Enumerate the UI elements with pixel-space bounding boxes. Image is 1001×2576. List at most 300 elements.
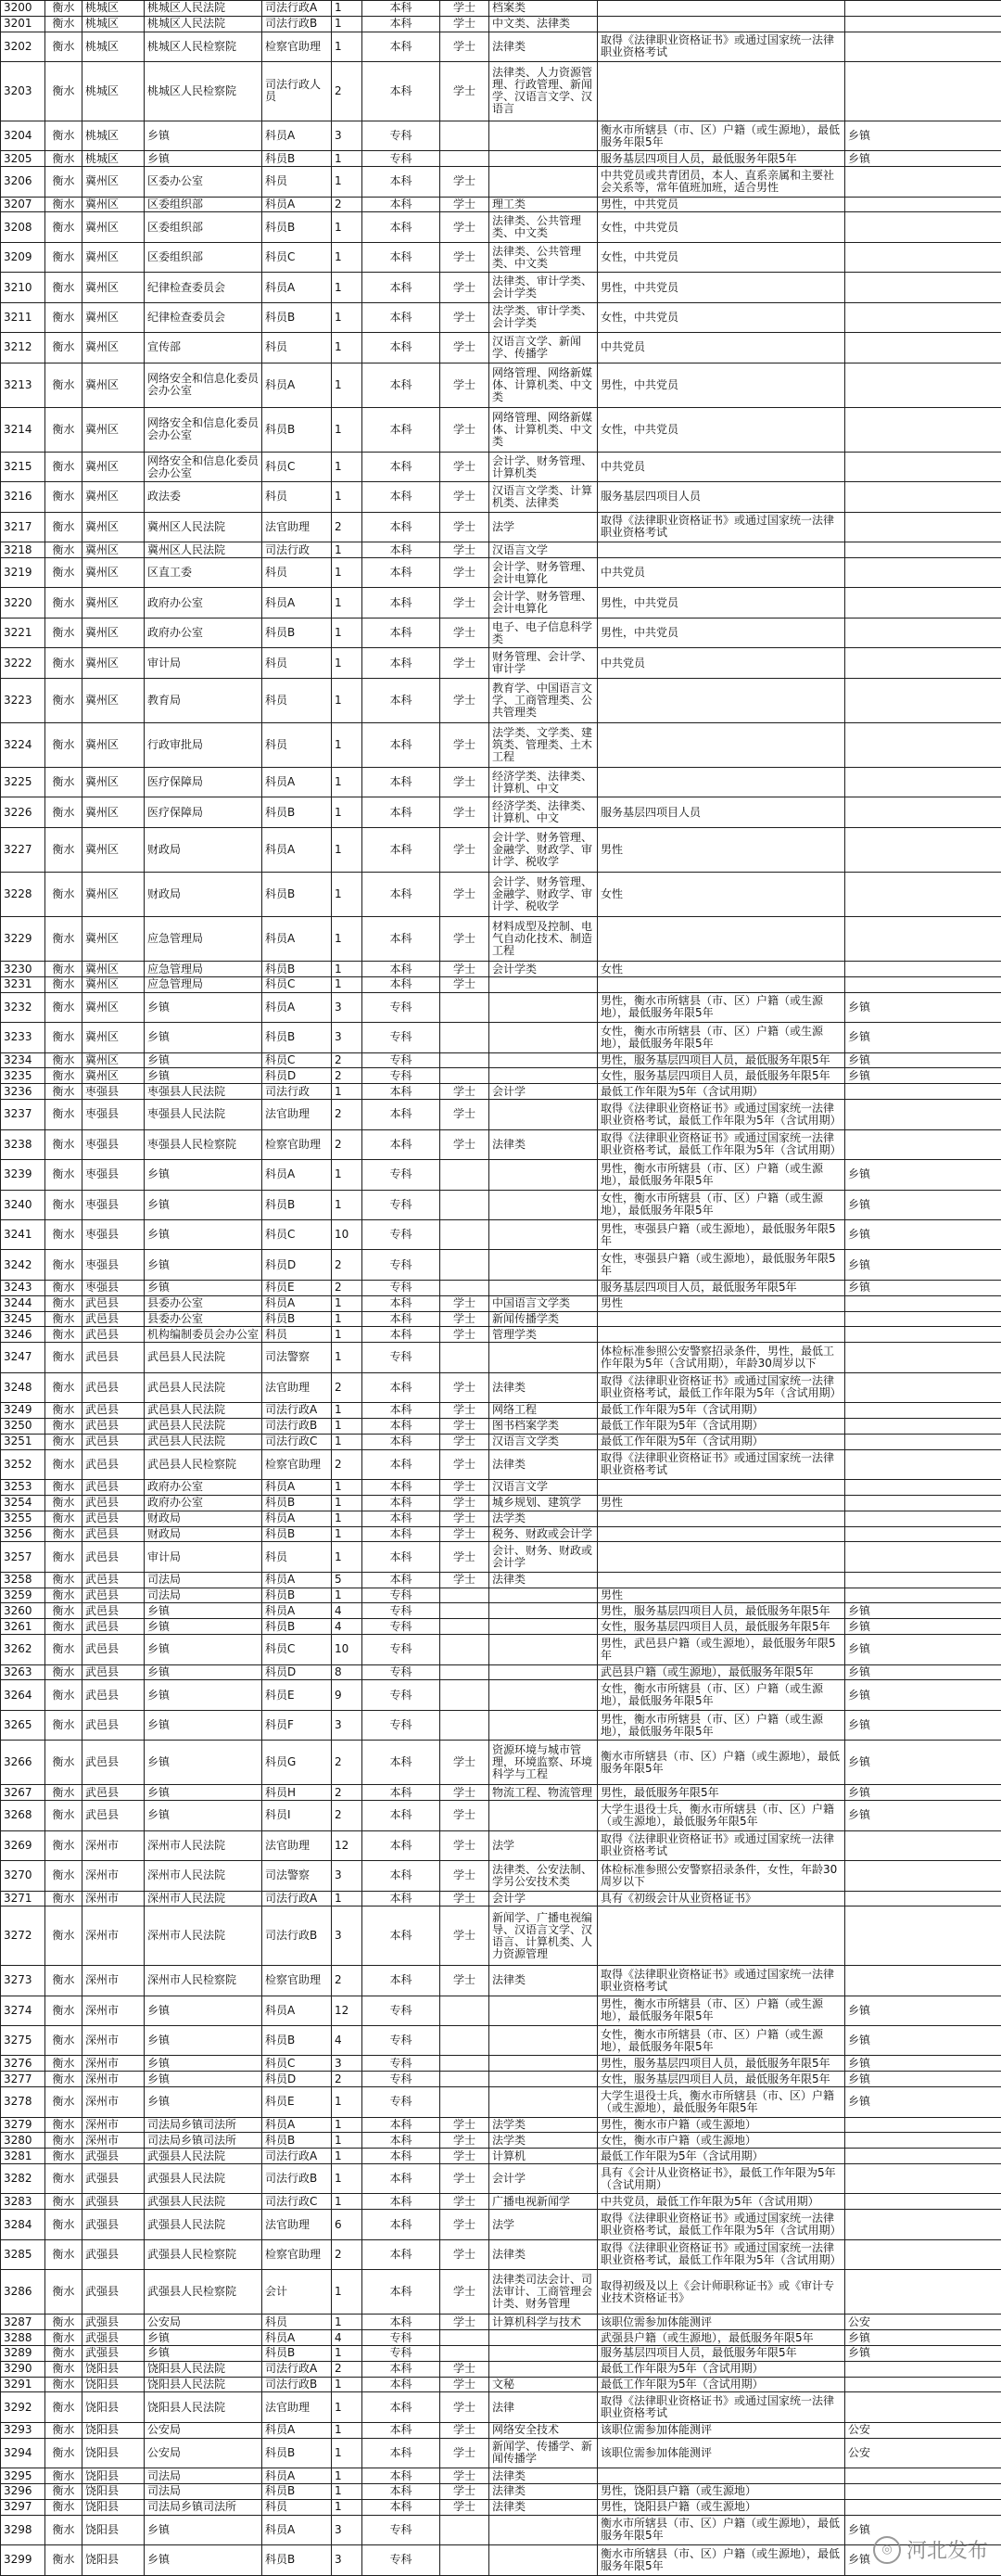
- cell-degree: [440, 1619, 489, 1635]
- cell-remark: [845, 16, 1001, 32]
- cell-department: 政府办公室: [145, 618, 262, 647]
- cell-position-code: 3228: [1, 872, 45, 916]
- cell-headcount: 6: [332, 2210, 362, 2239]
- cell-other-requirements: 男性: [598, 1295, 845, 1311]
- cell-other-requirements: 男性，武邑县户籍（或生源地），最低服务年限5年: [598, 1635, 845, 1664]
- cell-headcount: 2: [332, 1250, 362, 1280]
- cell-department: 区委办公室: [145, 167, 262, 197]
- cell-city: 衡水: [45, 2164, 82, 2194]
- cell-remark: [845, 1418, 1001, 1434]
- cell-position-name: 科员: [262, 333, 332, 363]
- cell-remark: [845, 872, 1001, 916]
- cell-department: 乡镇: [145, 2072, 262, 2087]
- cell-position-name: 科员D: [262, 2072, 332, 2087]
- cell-major: 物流工程、物流管理: [489, 1785, 598, 1801]
- cell-education: 专科: [362, 2345, 440, 2361]
- cell-degree: 学士: [440, 512, 489, 542]
- cell-major: [489, 2345, 598, 2361]
- cell-major: 法学: [489, 2210, 598, 2239]
- cell-other-requirements: 衡水市所辖县（市、区）户籍（或生源地），最低服务年限5年: [598, 121, 845, 150]
- cell-degree: [440, 2072, 489, 2087]
- cell-district: 饶阳县: [82, 2438, 145, 2468]
- cell-remark: [845, 2210, 1001, 2239]
- cell-city: 衡水: [45, 1084, 82, 1100]
- cell-major: 会计学: [489, 1891, 598, 1906]
- cell-position-code: 3227: [1, 827, 45, 872]
- cell-district: 武邑县: [82, 1311, 145, 1327]
- cell-position-code: 3237: [1, 1100, 45, 1129]
- table-row: [1, 452, 1001, 481]
- cell-position-code: 3250: [1, 1418, 45, 1434]
- cell-city: 衡水: [45, 1861, 82, 1891]
- cell-major: [489, 1190, 598, 1219]
- cell-department: 公安局: [145, 2438, 262, 2468]
- cell-department: 武邑县人民法院: [145, 1372, 262, 1402]
- cell-headcount: 1: [332, 363, 362, 407]
- cell-department: 饶阳县人民法院: [145, 2361, 262, 2377]
- cell-department: 枣强县人民法院: [145, 1100, 262, 1129]
- cell-degree: 学士: [440, 302, 489, 332]
- cell-remark: [845, 976, 1001, 992]
- cell-other-requirements: 女性，服务基层四项目人员，最低服务年限5年: [598, 1619, 845, 1635]
- cell-other-requirements: 最低工作年限为5年（含试用期）: [598, 1084, 845, 1100]
- cell-position-code: 3246: [1, 1327, 45, 1343]
- cell-remark: [845, 2468, 1001, 2484]
- cell-position-code: 3264: [1, 1680, 45, 1710]
- cell-major: 法律类、公共管理类、中文类: [489, 242, 598, 272]
- cell-headcount: 1: [332, 1588, 362, 1603]
- cell-remark: 乡镇: [845, 2545, 1001, 2575]
- cell-major: 法学: [489, 1830, 598, 1860]
- cell-city: 衡水: [45, 2194, 82, 2210]
- cell-degree: 学士: [440, 722, 489, 767]
- table-row: [1, 1219, 1001, 1249]
- cell-headcount: 1: [332, 1495, 362, 1511]
- cell-education: 专科: [362, 1343, 440, 1372]
- cell-position-code: 3297: [1, 2499, 45, 2515]
- table-row: [1, 212, 1001, 242]
- cell-major: 计算机科学与技术: [489, 2315, 598, 2330]
- cell-remark: [845, 512, 1001, 542]
- cell-headcount: 2: [332, 1449, 362, 1479]
- cell-district: 深州市: [82, 2025, 145, 2055]
- cell-other-requirements: 取得《法律职业资格证书》或通过国家统一法律职业资格考试，最低工作年限为5年（含试用期）: [598, 1100, 845, 1129]
- cell-major: 会计学: [489, 2164, 598, 2194]
- cell-department: 乡镇: [145, 121, 262, 150]
- table-row: [1, 1603, 1001, 1619]
- cell-department: 公安局: [145, 2422, 262, 2438]
- cell-position-code: 3272: [1, 1906, 45, 1966]
- cell-department: 武强县人民法院: [145, 2210, 262, 2239]
- cell-other-requirements: 女性，衡水市所辖县（市、区）户籍（或生源地），最低服务年限5年: [598, 1680, 845, 1710]
- cell-headcount: 1: [332, 32, 362, 61]
- cell-city: 衡水: [45, 32, 82, 61]
- cell-education: 专科: [362, 1023, 440, 1052]
- cell-other-requirements: 男性，服务基层四项目人员，最低服务年限5年: [598, 1052, 845, 1068]
- cell-position-code: 3279: [1, 2117, 45, 2133]
- cell-position-name: 科员: [262, 722, 332, 767]
- cell-degree: 学士: [440, 872, 489, 916]
- cell-degree: 学士: [440, 542, 489, 558]
- cell-position-code: 3208: [1, 212, 45, 242]
- cell-position-name: 司法行政A: [262, 2149, 332, 2164]
- cell-city: 衡水: [45, 1250, 82, 1280]
- cell-city: 衡水: [45, 2545, 82, 2575]
- cell-other-requirements: 男性，服务基层四项目人员，最低服务年限5年: [598, 2056, 845, 2072]
- cell-city: 衡水: [45, 678, 82, 722]
- cell-major: [489, 2025, 598, 2055]
- cell-city: 衡水: [45, 557, 82, 587]
- cell-degree: 学士: [440, 16, 489, 32]
- cell-headcount: 12: [332, 1996, 362, 2025]
- cell-position-code: 3242: [1, 1250, 45, 1280]
- cell-department: 区委组织部: [145, 242, 262, 272]
- cell-degree: [440, 1052, 489, 1068]
- cell-city: 衡水: [45, 2239, 82, 2269]
- cell-city: 衡水: [45, 452, 82, 481]
- cell-position-name: 科员B: [262, 872, 332, 916]
- cell-position-code: 3285: [1, 2239, 45, 2269]
- cell-city: 衡水: [45, 1129, 82, 1159]
- cell-position-name: 司法行政: [262, 542, 332, 558]
- cell-city: 衡水: [45, 1635, 82, 1664]
- cell-department: 武强县人民检察院: [145, 2239, 262, 2269]
- cell-major: [489, 2072, 598, 2087]
- cell-district: 深州市: [82, 1830, 145, 1860]
- cell-position-name: 会计: [262, 2270, 332, 2315]
- cell-department: 网络安全和信息化委员会办公室: [145, 363, 262, 407]
- cell-remark: [845, 1129, 1001, 1159]
- table-row: [1, 1680, 1001, 1710]
- cell-degree: 学士: [440, 2392, 489, 2422]
- cell-other-requirements: 体检标准参照公安警察招录条件，女性，年龄30周岁以下: [598, 1861, 845, 1891]
- cell-district: 冀州区: [82, 1068, 145, 1084]
- cell-position-code: 3239: [1, 1160, 45, 1190]
- cell-other-requirements: 最低工作年限为5年（含试用期）: [598, 1418, 845, 1434]
- cell-position-name: 科员: [262, 482, 332, 512]
- table-row: [1, 1741, 1001, 1785]
- cell-position-name: 科员C: [262, 452, 332, 481]
- cell-position-code: 3255: [1, 1511, 45, 1526]
- cell-position-name: 科员B: [262, 1023, 332, 1052]
- cell-position-code: 3283: [1, 2194, 45, 2210]
- cell-other-requirements: 女性，中共党员: [598, 242, 845, 272]
- cell-major: [489, 1603, 598, 1619]
- cell-district: 饶阳县: [82, 2422, 145, 2438]
- cell-position-code: 3214: [1, 407, 45, 452]
- table-row: [1, 2210, 1001, 2239]
- cell-city: 衡水: [45, 992, 82, 1022]
- cell-district: 桃城区: [82, 151, 145, 167]
- cell-city: 衡水: [45, 1449, 82, 1479]
- cell-position-name: 科员A: [262, 2330, 332, 2346]
- cell-city: 衡水: [45, 212, 82, 242]
- cell-city: 衡水: [45, 618, 82, 647]
- cell-major: 法律类: [489, 32, 598, 61]
- cell-position-name: 科员: [262, 2499, 332, 2515]
- cell-department: 深州市人民法院: [145, 1830, 262, 1860]
- cell-position-name: 科员C: [262, 242, 332, 272]
- cell-position-name: 司法行政A: [262, 1, 332, 17]
- cell-position-code: 3231: [1, 976, 45, 992]
- cell-department: 武强县人民法院: [145, 2194, 262, 2210]
- cell-remark: [845, 273, 1001, 302]
- cell-education: 本科: [362, 1311, 440, 1327]
- cell-position-code: 3282: [1, 2164, 45, 2194]
- cell-headcount: 2: [332, 1052, 362, 1068]
- cell-city: 衡水: [45, 2117, 82, 2133]
- cell-position-name: 科员B: [262, 618, 332, 647]
- table-row: [1, 1434, 1001, 1449]
- cell-headcount: 1: [332, 827, 362, 872]
- table-row: [1, 2270, 1001, 2315]
- cell-degree: [440, 2515, 489, 2544]
- cell-major: [489, 2361, 598, 2377]
- cell-position-code: 3269: [1, 1830, 45, 1860]
- cell-major: 会计学、财务管理、金融学、财政学、审计学、税收学: [489, 872, 598, 916]
- cell-position-code: 3299: [1, 2545, 45, 2575]
- cell-headcount: 4: [332, 1619, 362, 1635]
- cell-district: 冀州区: [82, 678, 145, 722]
- cell-department: 乡镇: [145, 1801, 262, 1830]
- cell-district: 桃城区: [82, 1, 145, 17]
- cell-remark: [845, 588, 1001, 618]
- cell-headcount: 1: [332, 648, 362, 678]
- cell-remark: [845, 2164, 1001, 2194]
- cell-major: [489, 1619, 598, 1635]
- cell-district: 冀州区: [82, 482, 145, 512]
- cell-degree: 学士: [440, 1542, 489, 1572]
- cell-city: 衡水: [45, 2392, 82, 2422]
- cell-position-code: 3261: [1, 1619, 45, 1635]
- cell-position-code: 3259: [1, 1588, 45, 1603]
- table-row: [1, 1588, 1001, 1603]
- cell-position-name: 司法行政A: [262, 2361, 332, 2377]
- cell-position-code: 3229: [1, 917, 45, 962]
- cell-city: 衡水: [45, 151, 82, 167]
- cell-position-name: 法官助理: [262, 1372, 332, 1402]
- cell-city: 衡水: [45, 2087, 82, 2117]
- cell-city: 衡水: [45, 1966, 82, 1996]
- cell-other-requirements: 男性，饶阳县户籍（或生源地）: [598, 2484, 845, 2500]
- cell-degree: 学士: [440, 2315, 489, 2330]
- cell-position-name: 科员D: [262, 1664, 332, 1680]
- cell-department: 武强县人民法院: [145, 2149, 262, 2164]
- cell-position-code: 3271: [1, 1891, 45, 1906]
- cell-other-requirements: 取得初级及以上《会计师职称证书》或《审计专业技术资格证书》: [598, 2270, 845, 2315]
- cell-city: 衡水: [45, 1190, 82, 1219]
- watermark: [873, 2535, 988, 2564]
- cell-district: 枣强县: [82, 1100, 145, 1129]
- cell-position-name: 科员A: [262, 917, 332, 962]
- cell-degree: 学士: [440, 2484, 489, 2500]
- cell-education: 本科: [362, 618, 440, 647]
- cell-position-code: 3220: [1, 588, 45, 618]
- cell-position-code: 3243: [1, 1280, 45, 1295]
- cell-district: 冀州区: [82, 797, 145, 827]
- cell-other-requirements: 女性: [598, 872, 845, 916]
- table-row: [1, 872, 1001, 916]
- cell-district: 武邑县: [82, 1418, 145, 1434]
- cell-district: 枣强县: [82, 1280, 145, 1295]
- cell-headcount: 2: [332, 197, 362, 212]
- cell-district: 武邑县: [82, 1785, 145, 1801]
- cell-headcount: 8: [332, 1664, 362, 1680]
- table-row: [1, 1572, 1001, 1588]
- cell-position-code: 3252: [1, 1449, 45, 1479]
- cell-city: 衡水: [45, 1511, 82, 1526]
- cell-major: 图书档案学类: [489, 1418, 598, 1434]
- cell-city: 衡水: [45, 2377, 82, 2392]
- cell-position-name: 法官助理: [262, 1100, 332, 1129]
- cell-department: 乡镇: [145, 1785, 262, 1801]
- cell-city: 衡水: [45, 2361, 82, 2377]
- cell-department: 乡镇: [145, 1619, 262, 1635]
- cell-department: 武邑县人民法院: [145, 1434, 262, 1449]
- cell-other-requirements: [598, 1572, 845, 1588]
- cell-remark: [845, 2239, 1001, 2269]
- cell-other-requirements: 取得《法律职业资格证书》或通过国家统一法律职业资格考试，最低工作年限为5年（含试用期）: [598, 1372, 845, 1402]
- cell-major: 网络管理、网络新媒体、计算机类、中文类: [489, 407, 598, 452]
- cell-education: 本科: [362, 1, 440, 17]
- cell-other-requirements: 中共党员: [598, 557, 845, 587]
- cell-district: 武强县: [82, 2330, 145, 2346]
- cell-department: 医疗保障局: [145, 767, 262, 797]
- cell-headcount: 2: [332, 1280, 362, 1295]
- cell-position-name: 检察官助理: [262, 1449, 332, 1479]
- cell-education: 本科: [362, 1906, 440, 1966]
- cell-other-requirements: 男性，衡水市所辖县（市、区）户籍（或生源地），最低服务年限5年: [598, 1996, 845, 2025]
- cell-degree: 学士: [440, 2422, 489, 2438]
- cell-degree: 学士: [440, 273, 489, 302]
- cell-district: 武邑县: [82, 1495, 145, 1511]
- cell-department: 乡镇: [145, 2545, 262, 2575]
- cell-district: 武邑县: [82, 1741, 145, 1785]
- cell-position-code: 3284: [1, 2210, 45, 2239]
- cell-city: 衡水: [45, 273, 82, 302]
- cell-district: 深州市: [82, 1861, 145, 1891]
- cell-remark: 乡镇: [845, 2025, 1001, 2055]
- table-row: [1, 512, 1001, 542]
- cell-city: 衡水: [45, 242, 82, 272]
- cell-position-name: 科员B: [262, 407, 332, 452]
- cell-major: 会计学类: [489, 962, 598, 977]
- table-row: [1, 767, 1001, 797]
- cell-degree: 学士: [440, 1295, 489, 1311]
- cell-education: 本科: [362, 542, 440, 558]
- cell-department: 政府办公室: [145, 1495, 262, 1511]
- cell-education: 本科: [362, 1861, 440, 1891]
- cell-position-name: 司法行政B: [262, 16, 332, 32]
- cell-position-code: 3253: [1, 1480, 45, 1496]
- cell-department: 乡镇: [145, 2515, 262, 2544]
- cell-district: 武强县: [82, 2149, 145, 2164]
- cell-degree: 学士: [440, 917, 489, 962]
- cell-other-requirements: [598, 1327, 845, 1343]
- cell-position-code: 3235: [1, 1068, 45, 1084]
- cell-education: 本科: [362, 167, 440, 197]
- cell-education: 专科: [362, 1710, 440, 1740]
- table-row: [1, 1710, 1001, 1740]
- cell-position-name: 科员A: [262, 767, 332, 797]
- cell-district: 冀州区: [82, 976, 145, 992]
- cell-city: 衡水: [45, 1801, 82, 1830]
- cell-education: 本科: [362, 212, 440, 242]
- cell-district: 武邑县: [82, 1480, 145, 1496]
- cell-other-requirements: 最低工作年限为5年（含试用期）: [598, 2149, 845, 2164]
- cell-major: 材料成型及控制、电气自动化技术、制造工程: [489, 917, 598, 962]
- cell-major: 网络工程: [489, 1403, 598, 1419]
- cell-major: 法律类: [489, 2484, 598, 2500]
- table-row: [1, 121, 1001, 150]
- cell-headcount: 1: [332, 557, 362, 587]
- cell-education: 本科: [362, 588, 440, 618]
- cell-education: 专科: [362, 1664, 440, 1680]
- cell-headcount: 12: [332, 1830, 362, 1860]
- cell-city: 衡水: [45, 1295, 82, 1311]
- weibo-icon: ◎: [873, 2536, 901, 2564]
- cell-position-code: 3236: [1, 1084, 45, 1100]
- cell-education: 本科: [362, 648, 440, 678]
- cell-degree: 学士: [440, 62, 489, 121]
- cell-education: 专科: [362, 2072, 440, 2087]
- cell-degree: 学士: [440, 1, 489, 17]
- cell-city: 衡水: [45, 722, 82, 767]
- cell-district: 饶阳县: [82, 2545, 145, 2575]
- cell-degree: 学士: [440, 1403, 489, 1419]
- cell-degree: 学士: [440, 588, 489, 618]
- cell-city: 衡水: [45, 1588, 82, 1603]
- cell-other-requirements: 最低工作年限为5年（含试用期）: [598, 1403, 845, 1419]
- cell-other-requirements: 男性，饶阳县户籍（或生源地）: [598, 2499, 845, 2515]
- cell-department: 区直工委: [145, 557, 262, 587]
- cell-headcount: 1: [332, 151, 362, 167]
- cell-headcount: 3: [332, 1023, 362, 1052]
- cell-remark: 乡镇: [845, 1710, 1001, 1740]
- cell-district: 武邑县: [82, 1295, 145, 1311]
- cell-position-code: 3262: [1, 1635, 45, 1664]
- cell-other-requirements: 女性，衡水市所辖县（市、区）户籍（或生源地），最低服务年限5年: [598, 1190, 845, 1219]
- cell-position-code: 3276: [1, 2056, 45, 2072]
- table-row: [1, 1449, 1001, 1479]
- cell-major: [489, 1680, 598, 1710]
- table-row: [1, 2545, 1001, 2575]
- table-row: [1, 1327, 1001, 1343]
- cell-education: 专科: [362, 1588, 440, 1603]
- cell-other-requirements: [598, 1526, 845, 1542]
- cell-education: 本科: [362, 2194, 440, 2210]
- cell-remark: [845, 1372, 1001, 1402]
- cell-department: 深州市人民检察院: [145, 1966, 262, 1996]
- cell-education: 本科: [362, 1327, 440, 1343]
- cell-headcount: 1: [332, 917, 362, 962]
- cell-degree: 学士: [440, 1480, 489, 1496]
- cell-position-name: 法官助理: [262, 2210, 332, 2239]
- cell-other-requirements: 服务基层四项目人员: [598, 482, 845, 512]
- cell-education: 本科: [362, 2484, 440, 2500]
- cell-position-code: 3245: [1, 1311, 45, 1327]
- cell-district: 武邑县: [82, 1511, 145, 1526]
- cell-position-name: 科员C: [262, 1219, 332, 1249]
- cell-remark: [845, 1311, 1001, 1327]
- table-row: [1, 1100, 1001, 1129]
- cell-other-requirements: 服务基层四项目人员，最低服务年限5年: [598, 1280, 845, 1295]
- table-row: [1, 1966, 1001, 1996]
- cell-headcount: 1: [332, 1295, 362, 1311]
- cell-major: 理工类: [489, 197, 598, 212]
- table-row: [1, 151, 1001, 167]
- cell-other-requirements: 男性，服务基层四项目人员，最低服务年限5年: [598, 1603, 845, 1619]
